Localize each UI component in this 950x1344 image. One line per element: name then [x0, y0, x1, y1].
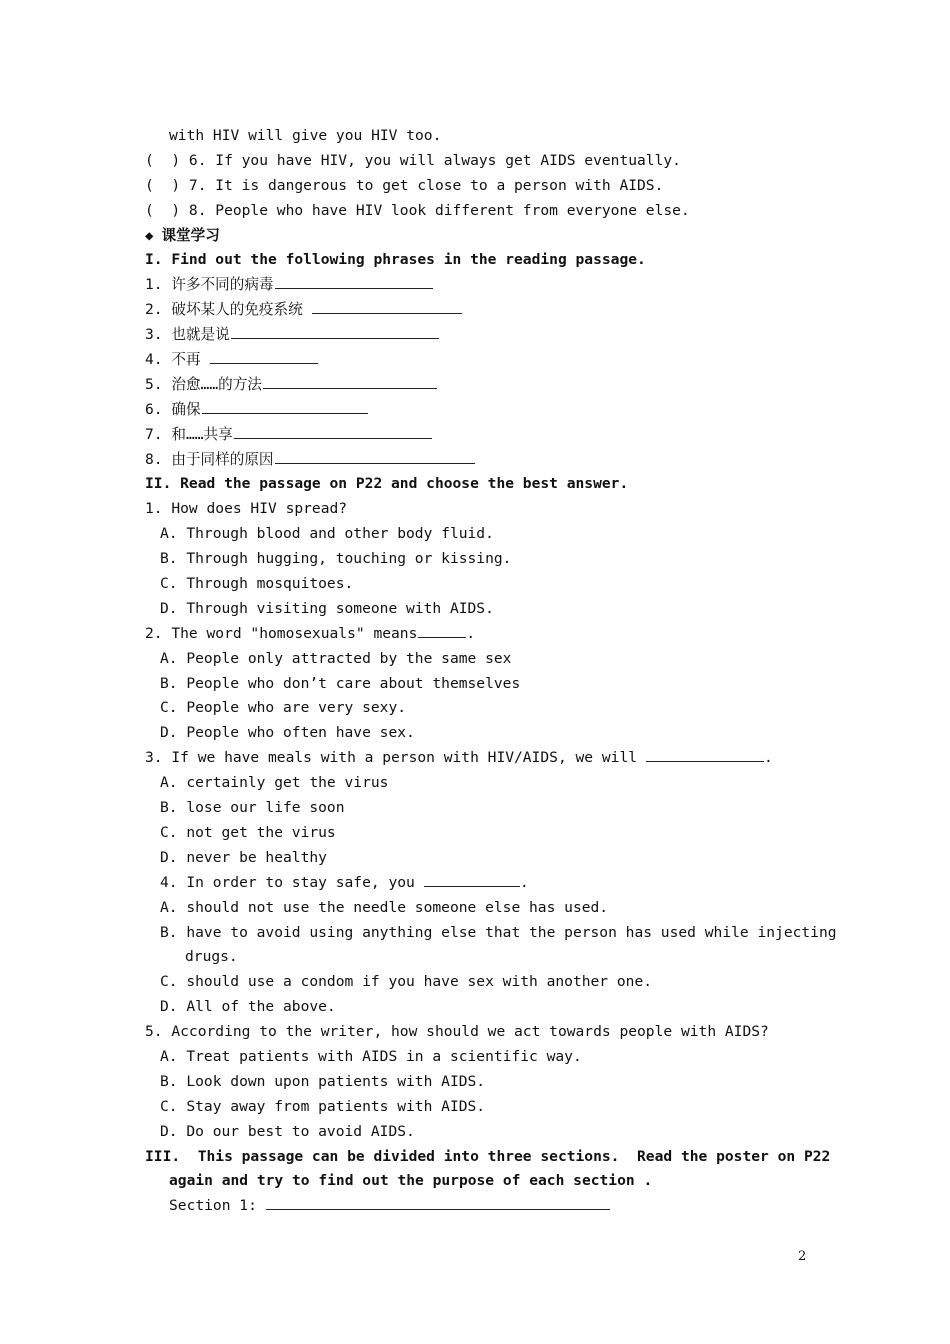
- continued-line: with HIV will give you HIV too.: [169, 127, 442, 144]
- q4-option-c: C. should use a condom if you have sex with another one.: [160, 973, 653, 991]
- true-false-item-7: ( ) 7. It is dangerous to get close to a person with AIDS.: [145, 176, 664, 194]
- q3-option-c: C. not get the virus: [160, 823, 336, 841]
- page-number: 2: [798, 1249, 807, 1264]
- q5-option-c: C. Stay away from patients with AIDS.: [160, 1097, 486, 1115]
- part3-title-line2: again and try to find out the purpose of each section .: [169, 1172, 653, 1190]
- q2-option-b: B. People who don’t care about themselves: [160, 674, 521, 692]
- phrase-item-3: 3. 也就是说: [145, 323, 825, 348]
- answer-blank[interactable]: [234, 423, 432, 439]
- q2-option-a: A. People only attracted by the same sex: [160, 649, 512, 667]
- part2-title: II. Read the passage on P22 and choose the best answer.: [145, 475, 629, 493]
- q5-option-b: B. Look down upon patients with AIDS.: [160, 1072, 486, 1090]
- part3-title-line1: III. This passage can be divided into three sections. Read the poster on P22: [145, 1147, 831, 1165]
- answer-blank[interactable]: [275, 448, 475, 464]
- phrase-item-6: 6. 确保: [145, 398, 825, 423]
- q3-option-a: A. certainly get the virus: [160, 774, 389, 792]
- phrase-item-8: 8. 由于同样的原因: [145, 448, 825, 473]
- part1-title: I. Find out the following phrases in the reading passage.: [145, 251, 646, 269]
- answer-blank[interactable]: [275, 273, 433, 289]
- q4-option-b-continued: drugs.: [185, 948, 238, 966]
- q2-option-d: D. People who often have sex.: [160, 724, 415, 742]
- answer-blank[interactable]: [202, 398, 368, 414]
- phrase-item-4: 4. 不再: [145, 348, 825, 373]
- q3-option-b: B. lose our life soon: [160, 799, 345, 817]
- answer-blank[interactable]: [231, 323, 439, 339]
- phrase-item-5: 5. 治愈……的方法: [145, 373, 825, 398]
- answer-blank[interactable]: [263, 373, 437, 389]
- q4-option-a: A. should not use the needle someone else has used.: [160, 898, 609, 916]
- true-false-item-8: ( ) 8. People who have HIV look different from everyone else.: [145, 201, 690, 219]
- q4-option-d: D. All of the above.: [160, 998, 336, 1016]
- q1-option-b: B. Through hugging, touching or kissing.: [160, 550, 512, 568]
- question-1-stem: 1. How does HIV spread?: [145, 500, 348, 518]
- diamond-bullet-icon: ◆: [145, 227, 154, 244]
- answer-blank[interactable]: [646, 746, 764, 762]
- q1-option-c: C. Through mosquitoes.: [160, 575, 354, 593]
- answer-blank[interactable]: [210, 348, 318, 364]
- section-heading: ◆ 课堂学习: [145, 226, 220, 244]
- answer-blank[interactable]: [312, 298, 462, 314]
- q3-option-d: D. never be healthy: [160, 848, 327, 866]
- question-2-stem: 2. The word "homosexuals" means .: [145, 622, 825, 647]
- question-3-stem: 3. If we have meals with a person with HIV/AIDS, we will .: [145, 746, 825, 771]
- phrase-item-2: 2. 破坏某人的免疫系统: [145, 298, 825, 323]
- q1-option-d: D. Through visiting someone with AIDS.: [160, 599, 494, 617]
- phrase-item-1: 1. 许多不同的病毒: [145, 273, 825, 298]
- section-1-answer-line: Section 1:: [145, 1194, 825, 1219]
- answer-blank[interactable]: [418, 622, 466, 638]
- q5-option-a: A. Treat patients with AIDS in a scientific way.: [160, 1047, 582, 1065]
- question-5-stem: 5. According to the writer, how should we act towards people with AIDS?: [145, 1023, 769, 1041]
- page-content: [145, 124, 837, 1219]
- q2-option-c: C. People who are very sexy.: [160, 699, 407, 717]
- true-false-item-6: ( ) 6. If you have HIV, you will always get AIDS eventually.: [145, 151, 681, 169]
- answer-blank[interactable]: [424, 871, 520, 887]
- q1-option-a: A. Through blood and other body fluid.: [160, 525, 494, 543]
- question-4-stem: 4. In order to stay safe, you .: [145, 871, 825, 896]
- phrase-item-7: 7. 和……共享: [145, 423, 825, 448]
- q4-option-b: B. have to avoid using anything else that the person has used while injecting: [160, 923, 837, 941]
- q5-option-d: D. Do our best to avoid AIDS.: [160, 1122, 415, 1140]
- answer-blank[interactable]: [266, 1194, 610, 1210]
